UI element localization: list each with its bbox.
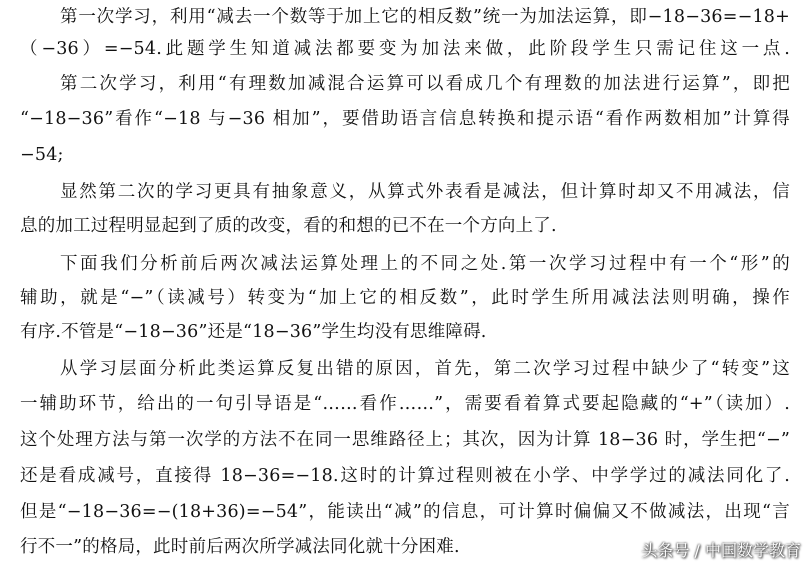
paragraph-5-line-2: 一辅助环节，给出的一句引导语是“……看作……”，需要看着算式要起隐藏的“+”（读加）.: [20, 394, 790, 414]
paragraph-5-line-4: 还是看成减号，直接得 18−36=−18.这时的计算过程则被在小学、中学学过的减法同化了.: [20, 466, 790, 486]
paragraph-4-line-3: 有序.不管是“−18−36”还是“18−36”学生均没有思维障碍.: [20, 322, 487, 342]
paragraph-2-line-3: −54;: [20, 145, 64, 165]
paragraph-5-line-3: 这个处理方法与第一次学的方法不在同一思维路径上；其次，因为计算 18−36 时，学生把“−”: [20, 430, 790, 450]
paragraph-2-line-2: “−18−36”看作“−18 与−36 相加”，要借助语言信息转换和提示语“看作两数相加”计算得: [20, 109, 790, 129]
paragraph-5-line-5: 但是“−18−36=−(18+36)=−54”，能读出“减”的信息，可计算时偏偏又不做减法，出现“言: [20, 502, 790, 522]
paragraph-1-line-1: 第一次学习，利用“减去一个数等于加上它的相反数”统一为加法运算，即−18−36=−18+: [60, 7, 790, 27]
paragraph-3-line-2: 息的加工过程明显起到了质的改变，看的和想的已不在一个方向上了.: [20, 216, 557, 236]
paragraph-1-line-2: （−36）=−54.此题学生知道减法都要变为加法来做，此阶段学生只需记住这一点.: [20, 39, 790, 59]
paragraph-2-line-1: 第二次学习，利用“有理数加减混合运算可以看成几个有理数的加法进行运算”，即把: [60, 74, 790, 94]
paragraph-5-line-6: 行不一”的格局，此时前后两次所学减法同化就十分困难.: [20, 537, 460, 557]
paragraph-5-line-1: 从学习层面分析此类运算反复出错的原因，首先，第二次学习过程中缺少了“转变”这: [60, 359, 790, 379]
paragraph-4-line-2: 辅助，就是“−”（读减号）转变为“加上它的相反数”，此时学生所用减法法则明确，操作: [20, 288, 790, 308]
paragraph-3-line-1: 显然第二次的学习更具有抽象意义，从算式外表看是减法，但计算时却又不用减法，信: [60, 182, 790, 202]
paragraph-4-line-1: 下面我们分析前后两次减法运算处理上的不同之处.第一次学习过程中有一个“形”的: [60, 254, 790, 274]
watermark: 头条号 / 中国数学教育: [641, 541, 801, 560]
